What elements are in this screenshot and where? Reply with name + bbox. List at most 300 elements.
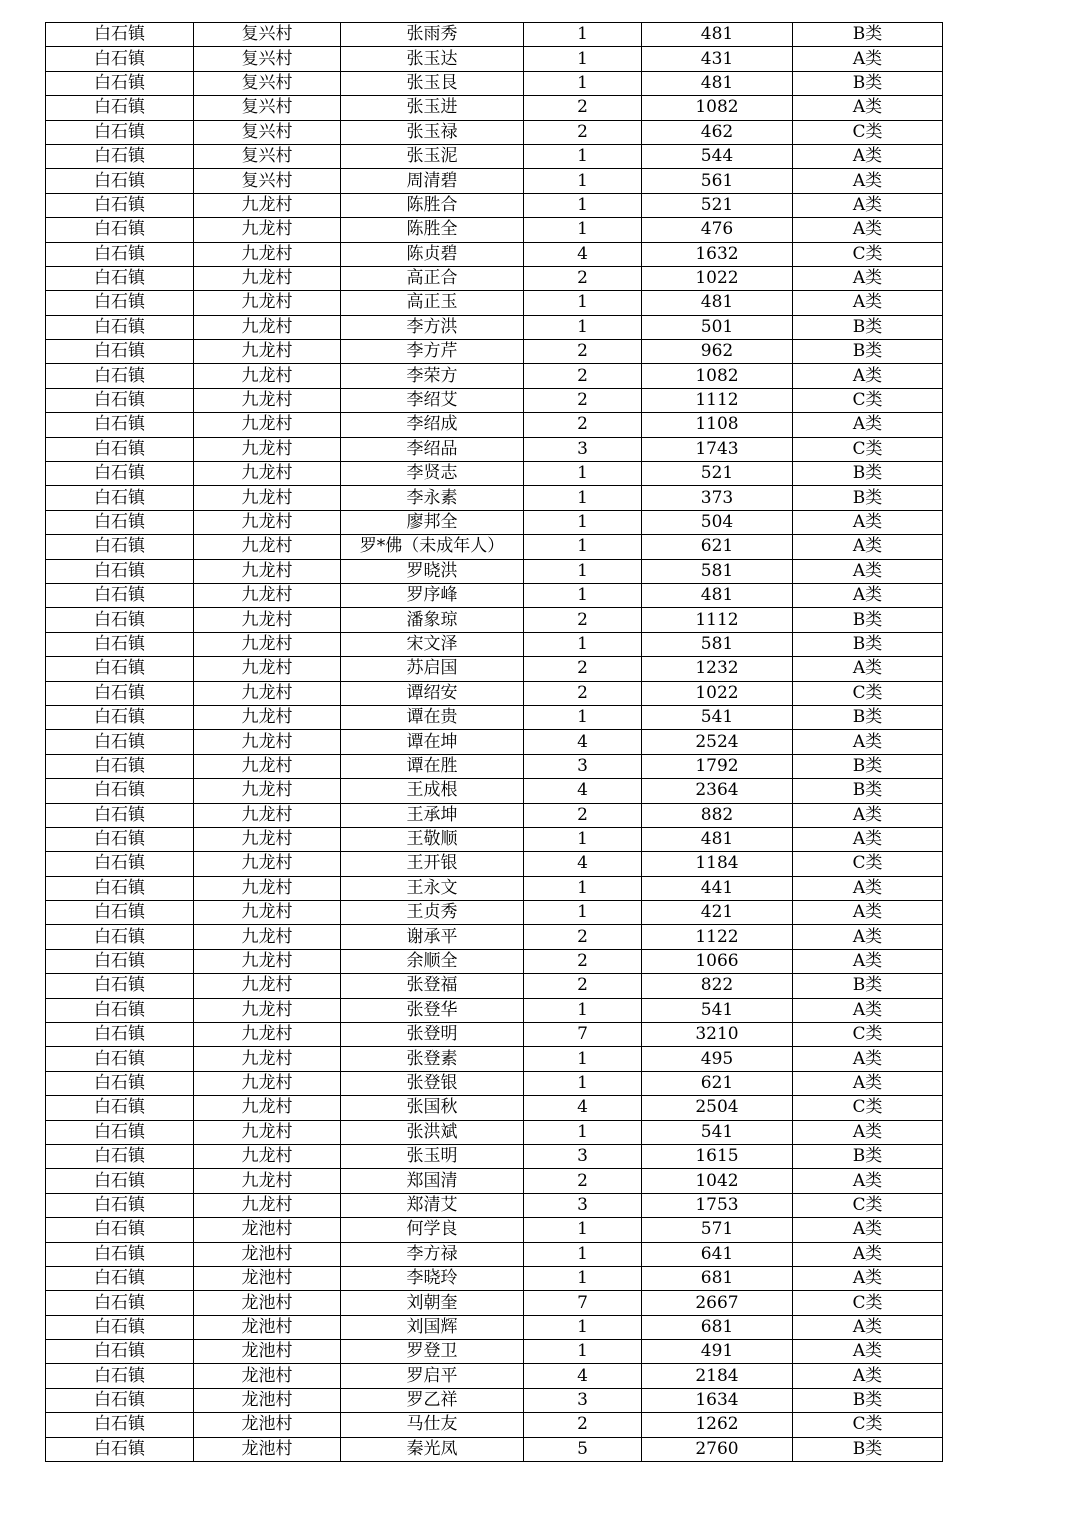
category-cell: C类 (793, 1023, 943, 1047)
village-cell: 九龙村 (194, 242, 341, 266)
household-size-cell: 1 (524, 535, 642, 559)
town-cell: 白石镇 (46, 266, 194, 290)
household-size-cell: 4 (524, 242, 642, 266)
name-cell: 马仕友 (341, 1413, 524, 1437)
household-size-cell: 2 (524, 681, 642, 705)
name-cell: 王成根 (341, 779, 524, 803)
table-row (46, 169, 943, 193)
name-cell: 张登明 (341, 1023, 524, 1047)
village-cell: 九龙村 (194, 364, 341, 388)
town-cell: 白石镇 (46, 876, 194, 900)
amount-cell: 962 (642, 340, 793, 364)
village-cell: 九龙村 (194, 1144, 341, 1168)
table-row (46, 1218, 943, 1242)
name-cell: 秦光凤 (341, 1437, 524, 1461)
town-cell: 白石镇 (46, 1169, 194, 1193)
amount-cell: 2504 (642, 1096, 793, 1120)
town-cell: 白石镇 (46, 1266, 194, 1290)
amount-cell: 1615 (642, 1144, 793, 1168)
category-cell: A类 (793, 535, 943, 559)
village-cell: 九龙村 (194, 608, 341, 632)
name-cell: 李方芹 (341, 340, 524, 364)
village-cell: 九龙村 (194, 949, 341, 973)
category-cell: B类 (793, 1144, 943, 1168)
household-size-cell: 1 (524, 193, 642, 217)
town-cell: 白石镇 (46, 998, 194, 1022)
relief-roster-table (45, 22, 943, 1462)
household-size-cell: 3 (524, 1144, 642, 1168)
amount-cell: 681 (642, 1315, 793, 1339)
category-cell: A类 (793, 96, 943, 120)
village-cell: 复兴村 (194, 120, 341, 144)
amount-cell: 481 (642, 291, 793, 315)
name-cell: 张玉进 (341, 96, 524, 120)
village-cell: 九龙村 (194, 779, 341, 803)
village-cell: 龙池村 (194, 1291, 341, 1315)
town-cell: 白石镇 (46, 71, 194, 95)
amount-cell: 1753 (642, 1193, 793, 1217)
town-cell: 白石镇 (46, 1340, 194, 1364)
category-cell: A类 (793, 144, 943, 168)
town-cell: 白石镇 (46, 1364, 194, 1388)
town-cell: 白石镇 (46, 1388, 194, 1412)
village-cell: 九龙村 (194, 681, 341, 705)
town-cell: 白石镇 (46, 47, 194, 71)
name-cell: 王承坤 (341, 803, 524, 827)
household-size-cell: 1 (524, 315, 642, 339)
household-size-cell: 4 (524, 779, 642, 803)
category-cell: A类 (793, 169, 943, 193)
village-cell: 复兴村 (194, 23, 341, 47)
table-row (46, 681, 943, 705)
amount-cell: 1122 (642, 925, 793, 949)
amount-cell: 421 (642, 901, 793, 925)
household-size-cell: 1 (524, 901, 642, 925)
village-cell: 九龙村 (194, 925, 341, 949)
town-cell: 白石镇 (46, 96, 194, 120)
category-cell: B类 (793, 486, 943, 510)
category-cell: B类 (793, 1388, 943, 1412)
category-cell: A类 (793, 364, 943, 388)
household-size-cell: 2 (524, 266, 642, 290)
household-size-cell: 2 (524, 1413, 642, 1437)
amount-cell: 1022 (642, 681, 793, 705)
name-cell: 谭在贵 (341, 705, 524, 729)
village-cell: 九龙村 (194, 486, 341, 510)
household-size-cell: 1 (524, 559, 642, 583)
amount-cell: 571 (642, 1218, 793, 1242)
name-cell: 张雨秀 (341, 23, 524, 47)
name-cell: 刘朝奎 (341, 1291, 524, 1315)
household-size-cell: 1 (524, 1340, 642, 1364)
amount-cell: 1743 (642, 437, 793, 461)
category-cell: A类 (793, 1071, 943, 1095)
village-cell: 复兴村 (194, 71, 341, 95)
table-row (46, 1291, 943, 1315)
table-row (46, 47, 943, 71)
table-row (46, 1193, 943, 1217)
household-size-cell: 2 (524, 340, 642, 364)
town-cell: 白石镇 (46, 608, 194, 632)
table-row (46, 291, 943, 315)
amount-cell: 1108 (642, 413, 793, 437)
household-size-cell: 1 (524, 486, 642, 510)
table-row (46, 730, 943, 754)
category-cell: B类 (793, 754, 943, 778)
category-cell: B类 (793, 340, 943, 364)
household-size-cell: 1 (524, 583, 642, 607)
category-cell: A类 (793, 1169, 943, 1193)
household-size-cell: 1 (524, 169, 642, 193)
name-cell: 郑清艾 (341, 1193, 524, 1217)
village-cell: 龙池村 (194, 1242, 341, 1266)
name-cell: 苏启国 (341, 657, 524, 681)
amount-cell: 544 (642, 144, 793, 168)
name-cell: 张玉艮 (341, 71, 524, 95)
table-row (46, 266, 943, 290)
household-size-cell: 4 (524, 1096, 642, 1120)
table-row (46, 632, 943, 656)
name-cell: 罗乙祥 (341, 1388, 524, 1412)
name-cell: 李绍品 (341, 437, 524, 461)
town-cell: 白石镇 (46, 242, 194, 266)
village-cell: 复兴村 (194, 169, 341, 193)
household-size-cell: 1 (524, 71, 642, 95)
amount-cell: 1184 (642, 852, 793, 876)
village-cell: 九龙村 (194, 632, 341, 656)
village-cell: 龙池村 (194, 1364, 341, 1388)
village-cell: 复兴村 (194, 96, 341, 120)
table-row (46, 23, 943, 47)
table-row (46, 1413, 943, 1437)
amount-cell: 501 (642, 315, 793, 339)
table-row (46, 559, 943, 583)
household-size-cell: 2 (524, 96, 642, 120)
amount-cell: 1022 (642, 266, 793, 290)
village-cell: 复兴村 (194, 47, 341, 71)
table-row (46, 1169, 943, 1193)
table-body (46, 23, 943, 1462)
name-cell: 高正玉 (341, 291, 524, 315)
household-size-cell: 1 (524, 998, 642, 1022)
table-row (46, 949, 943, 973)
amount-cell: 581 (642, 632, 793, 656)
amount-cell: 1634 (642, 1388, 793, 1412)
village-cell: 九龙村 (194, 730, 341, 754)
town-cell: 白石镇 (46, 1291, 194, 1315)
amount-cell: 1112 (642, 388, 793, 412)
village-cell: 九龙村 (194, 291, 341, 315)
table-row (46, 1047, 943, 1071)
household-size-cell: 3 (524, 437, 642, 461)
town-cell: 白石镇 (46, 1144, 194, 1168)
table-row (46, 925, 943, 949)
town-cell: 白石镇 (46, 901, 194, 925)
table-row (46, 1242, 943, 1266)
category-cell: A类 (793, 925, 943, 949)
table-row (46, 754, 943, 778)
household-size-cell: 1 (524, 1071, 642, 1095)
name-cell: 李绍艾 (341, 388, 524, 412)
category-cell: A类 (793, 827, 943, 851)
category-cell: A类 (793, 949, 943, 973)
category-cell: A类 (793, 1218, 943, 1242)
table-row (46, 1340, 943, 1364)
amount-cell: 541 (642, 1120, 793, 1144)
name-cell: 谭在坤 (341, 730, 524, 754)
table-row (46, 71, 943, 95)
town-cell: 白石镇 (46, 974, 194, 998)
village-cell: 九龙村 (194, 437, 341, 461)
amount-cell: 462 (642, 120, 793, 144)
table-row (46, 364, 943, 388)
table-row (46, 705, 943, 729)
category-cell: C类 (793, 1291, 943, 1315)
village-cell: 九龙村 (194, 510, 341, 534)
category-cell: A类 (793, 1315, 943, 1339)
village-cell: 九龙村 (194, 1023, 341, 1047)
category-cell: C类 (793, 388, 943, 412)
category-cell: C类 (793, 1413, 943, 1437)
amount-cell: 495 (642, 1047, 793, 1071)
table-row (46, 998, 943, 1022)
village-cell: 九龙村 (194, 1047, 341, 1071)
name-cell: 王开银 (341, 852, 524, 876)
name-cell: 李晓玲 (341, 1266, 524, 1290)
town-cell: 白石镇 (46, 754, 194, 778)
name-cell: 李荣方 (341, 364, 524, 388)
name-cell: 张玉达 (341, 47, 524, 71)
category-cell: A类 (793, 876, 943, 900)
category-cell: A类 (793, 510, 943, 534)
village-cell: 九龙村 (194, 1096, 341, 1120)
table-row (46, 340, 943, 364)
table-row (46, 803, 943, 827)
household-size-cell: 1 (524, 462, 642, 486)
amount-cell: 1082 (642, 364, 793, 388)
town-cell: 白石镇 (46, 462, 194, 486)
amount-cell: 541 (642, 998, 793, 1022)
category-cell: A类 (793, 583, 943, 607)
amount-cell: 2760 (642, 1437, 793, 1461)
table-row (46, 218, 943, 242)
town-cell: 白石镇 (46, 144, 194, 168)
household-size-cell: 2 (524, 608, 642, 632)
town-cell: 白石镇 (46, 486, 194, 510)
amount-cell: 1792 (642, 754, 793, 778)
name-cell: 罗晓洪 (341, 559, 524, 583)
table-row (46, 510, 943, 534)
category-cell: A类 (793, 1340, 943, 1364)
household-size-cell: 1 (524, 47, 642, 71)
table-row (46, 657, 943, 681)
amount-cell: 2184 (642, 1364, 793, 1388)
village-cell: 九龙村 (194, 1169, 341, 1193)
name-cell: 谢承平 (341, 925, 524, 949)
household-size-cell: 2 (524, 949, 642, 973)
village-cell: 龙池村 (194, 1266, 341, 1290)
table-row (46, 1096, 943, 1120)
amount-cell: 1232 (642, 657, 793, 681)
town-cell: 白石镇 (46, 315, 194, 339)
village-cell: 九龙村 (194, 705, 341, 729)
household-size-cell: 3 (524, 1388, 642, 1412)
category-cell: A类 (793, 1242, 943, 1266)
village-cell: 九龙村 (194, 535, 341, 559)
amount-cell: 2364 (642, 779, 793, 803)
town-cell: 白石镇 (46, 437, 194, 461)
town-cell: 白石镇 (46, 1047, 194, 1071)
village-cell: 九龙村 (194, 1193, 341, 1217)
household-size-cell: 2 (524, 364, 642, 388)
amount-cell: 431 (642, 47, 793, 71)
table-row (46, 535, 943, 559)
household-size-cell: 1 (524, 291, 642, 315)
town-cell: 白石镇 (46, 1218, 194, 1242)
household-size-cell: 2 (524, 388, 642, 412)
table-row (46, 583, 943, 607)
household-size-cell: 1 (524, 1242, 642, 1266)
household-size-cell: 7 (524, 1291, 642, 1315)
household-size-cell: 1 (524, 705, 642, 729)
category-cell: B类 (793, 974, 943, 998)
village-cell: 九龙村 (194, 657, 341, 681)
name-cell: 张登素 (341, 1047, 524, 1071)
category-cell: A类 (793, 193, 943, 217)
category-cell: B类 (793, 779, 943, 803)
town-cell: 白石镇 (46, 1120, 194, 1144)
name-cell: 李永素 (341, 486, 524, 510)
town-cell: 白石镇 (46, 1437, 194, 1461)
town-cell: 白石镇 (46, 388, 194, 412)
amount-cell: 481 (642, 23, 793, 47)
name-cell: 陈胜合 (341, 193, 524, 217)
category-cell: B类 (793, 705, 943, 729)
town-cell: 白石镇 (46, 364, 194, 388)
town-cell: 白石镇 (46, 218, 194, 242)
name-cell: 陈贞碧 (341, 242, 524, 266)
town-cell: 白石镇 (46, 681, 194, 705)
town-cell: 白石镇 (46, 193, 194, 217)
category-cell: A类 (793, 998, 943, 1022)
table-row (46, 1144, 943, 1168)
name-cell: 何学良 (341, 1218, 524, 1242)
amount-cell: 2524 (642, 730, 793, 754)
amount-cell: 476 (642, 218, 793, 242)
village-cell: 龙池村 (194, 1413, 341, 1437)
town-cell: 白石镇 (46, 535, 194, 559)
table-row (46, 462, 943, 486)
amount-cell: 481 (642, 583, 793, 607)
category-cell: C类 (793, 437, 943, 461)
name-cell: 宋文泽 (341, 632, 524, 656)
amount-cell: 1066 (642, 949, 793, 973)
town-cell: 白石镇 (46, 1096, 194, 1120)
table-row (46, 876, 943, 900)
household-size-cell: 7 (524, 1023, 642, 1047)
household-size-cell: 1 (524, 1218, 642, 1242)
table-row (46, 1120, 943, 1144)
town-cell: 白石镇 (46, 779, 194, 803)
village-cell: 九龙村 (194, 803, 341, 827)
household-size-cell: 1 (524, 1120, 642, 1144)
table-row (46, 96, 943, 120)
amount-cell: 1632 (642, 242, 793, 266)
household-size-cell: 4 (524, 730, 642, 754)
name-cell: 张登华 (341, 998, 524, 1022)
amount-cell: 1082 (642, 96, 793, 120)
name-cell: 王贞秀 (341, 901, 524, 925)
town-cell: 白石镇 (46, 827, 194, 851)
table-row (46, 1071, 943, 1095)
category-cell: B类 (793, 632, 943, 656)
town-cell: 白石镇 (46, 23, 194, 47)
town-cell: 白石镇 (46, 949, 194, 973)
name-cell: 潘象琼 (341, 608, 524, 632)
village-cell: 龙池村 (194, 1388, 341, 1412)
household-size-cell: 1 (524, 876, 642, 900)
town-cell: 白石镇 (46, 730, 194, 754)
household-size-cell: 1 (524, 1266, 642, 1290)
village-cell: 复兴村 (194, 144, 341, 168)
name-cell: 张登福 (341, 974, 524, 998)
village-cell: 龙池村 (194, 1437, 341, 1461)
town-cell: 白石镇 (46, 169, 194, 193)
amount-cell: 521 (642, 193, 793, 217)
category-cell: C类 (793, 852, 943, 876)
table-row (46, 242, 943, 266)
household-size-cell: 3 (524, 1193, 642, 1217)
village-cell: 九龙村 (194, 901, 341, 925)
amount-cell: 1042 (642, 1169, 793, 1193)
amount-cell: 681 (642, 1266, 793, 1290)
village-cell: 九龙村 (194, 1120, 341, 1144)
table-row (46, 779, 943, 803)
amount-cell: 481 (642, 827, 793, 851)
table-row (46, 1437, 943, 1461)
category-cell: A类 (793, 1120, 943, 1144)
table-row (46, 608, 943, 632)
town-cell: 白石镇 (46, 120, 194, 144)
name-cell: 王永文 (341, 876, 524, 900)
household-size-cell: 1 (524, 827, 642, 851)
table-row (46, 974, 943, 998)
town-cell: 白石镇 (46, 1315, 194, 1339)
table-row (46, 1266, 943, 1290)
village-cell: 九龙村 (194, 388, 341, 412)
village-cell: 九龙村 (194, 193, 341, 217)
town-cell: 白石镇 (46, 1193, 194, 1217)
name-cell: 李方禄 (341, 1242, 524, 1266)
name-cell: 张玉明 (341, 1144, 524, 1168)
amount-cell: 504 (642, 510, 793, 534)
village-cell: 九龙村 (194, 876, 341, 900)
table-row (46, 1364, 943, 1388)
table-row (46, 388, 943, 412)
category-cell: C类 (793, 1193, 943, 1217)
amount-cell: 2667 (642, 1291, 793, 1315)
town-cell: 白石镇 (46, 852, 194, 876)
name-cell: 张玉禄 (341, 120, 524, 144)
category-cell: A类 (793, 47, 943, 71)
category-cell: C类 (793, 1096, 943, 1120)
town-cell: 白石镇 (46, 559, 194, 583)
village-cell: 九龙村 (194, 413, 341, 437)
amount-cell: 481 (642, 71, 793, 95)
table-row (46, 120, 943, 144)
name-cell: 廖邦全 (341, 510, 524, 534)
household-size-cell: 2 (524, 1169, 642, 1193)
